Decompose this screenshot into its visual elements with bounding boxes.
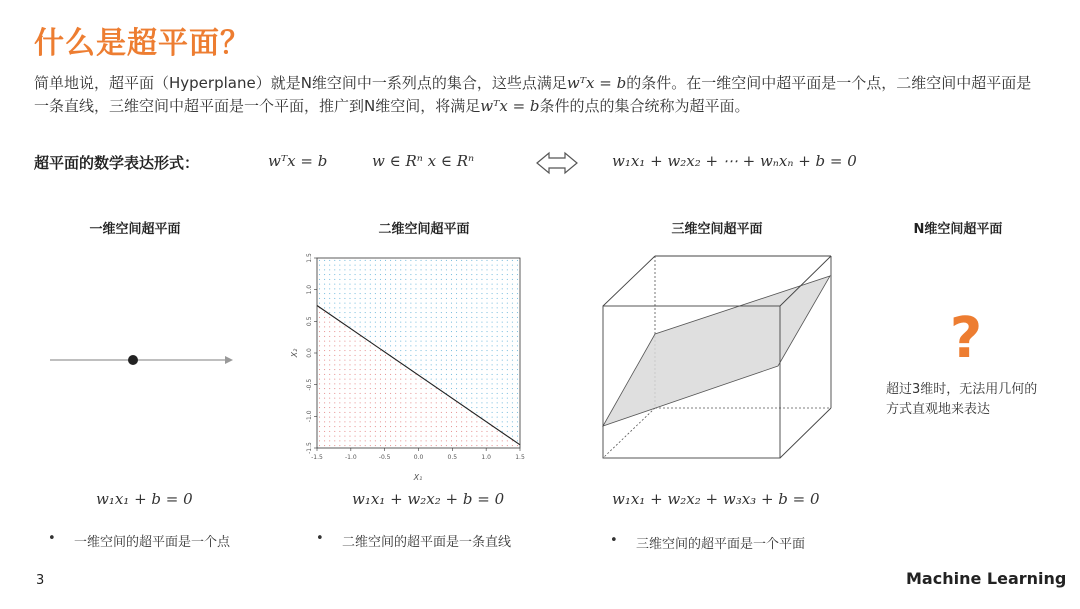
formula-3d: w₁x₁ + w₂x₂ + w₃x₃ + b = 0: [612, 490, 820, 508]
section-title-1d: 一维空间超平面: [89, 222, 181, 237]
hyperplane-point: [128, 355, 138, 365]
figure-2d-plot: [285, 250, 540, 485]
y-tick-label: 1.5: [306, 253, 313, 263]
x-tick-label: -0.5: [378, 454, 391, 461]
intro-eq-2: wᵀx = b: [480, 97, 540, 115]
math-form-eq: wᵀx = b: [268, 152, 328, 170]
section-title-3d: 三维空间超平面: [671, 222, 763, 237]
y-tick-label: -1.5: [306, 442, 313, 454]
intro-text-2: 的条件。在一维空间中超平面是一个点，二维空间中超平面是一条直线，三维空间中超平面是一个平面，推广到N维空间，将满足: [34, 74, 1032, 115]
bullet-2d: 二维空间的超平面是一条直线: [342, 535, 512, 550]
arrow-head-icon: [225, 356, 233, 364]
intro-text-1: 简单地说，超平面（Hyperplane）就是N维空间中一系列点的集合，这些点满足: [34, 74, 567, 92]
y-tick-label: -1.0: [306, 410, 313, 423]
intro-eq-1: wᵀx = b: [566, 74, 627, 92]
formula-1d: w₁x₁ + b = 0: [96, 490, 193, 508]
figure-1d: [45, 345, 240, 375]
x-tick-label: 1.5: [515, 454, 525, 461]
y-tick-label: 1.0: [306, 284, 313, 295]
x-axis-label: X₁: [413, 473, 423, 482]
footer-brand: Machine Learning: [906, 569, 1067, 588]
intro-text-3: 条件的点的集合统称为超平面。: [539, 97, 750, 115]
plot-frame: [317, 258, 520, 448]
bullet-dot-3d: •: [610, 533, 618, 548]
formula-2d: w₁x₁ + w₂x₂ + b = 0: [352, 490, 505, 508]
math-form-expanded: w₁x₁ + w₂x₂ + ⋯ + wₙxₙ + b = 0: [612, 152, 857, 170]
section-title-nd: N维空间超平面: [913, 222, 1003, 237]
page-title: 什么是超平面？: [34, 26, 251, 61]
y-ticks: [306, 253, 317, 454]
bullet-dot-1d: •: [48, 531, 56, 546]
plot-dots: [319, 260, 518, 446]
x-tick-label: 0.0: [413, 454, 424, 461]
nd-note-line-2: 方式直观地来表达: [886, 402, 991, 417]
x-tick-label: 0.5: [447, 454, 458, 461]
x-ticks: [311, 448, 525, 461]
double-arrow-icon: [535, 150, 579, 176]
bullet-1d: 一维空间的超平面是一个点: [74, 535, 231, 550]
y-tick-label: 0.5: [306, 316, 313, 327]
hyperplane-plane: [603, 276, 830, 426]
intro-paragraph: [34, 72, 1044, 118]
page-number: 3: [36, 573, 45, 588]
x-tick-label: 1.0: [481, 454, 491, 461]
y-tick-label: 0.0: [306, 348, 313, 358]
nd-note-line-1: 超过3维时，无法用几何的: [886, 382, 1038, 397]
bullet-dot-2d: •: [316, 531, 324, 546]
question-mark-icon: ?: [949, 306, 983, 371]
math-form-label: 超平面的数学表达形式：: [34, 154, 200, 172]
nd-note: [886, 380, 1056, 420]
section-title-2d: 二维空间超平面: [378, 222, 470, 237]
x-tick-label: -1.5: [311, 454, 323, 461]
x-tick-label: -1.0: [344, 454, 357, 461]
bullet-3d: 三维空间的超平面是一个平面: [636, 537, 806, 552]
separating-line: [317, 306, 520, 445]
y-axis-label: X₂: [290, 348, 299, 358]
math-form-domain: w ∈ Rⁿ x ∈ Rⁿ: [372, 152, 475, 170]
figure-3d-cube: [598, 250, 838, 465]
y-tick-label: -0.5: [306, 378, 313, 391]
